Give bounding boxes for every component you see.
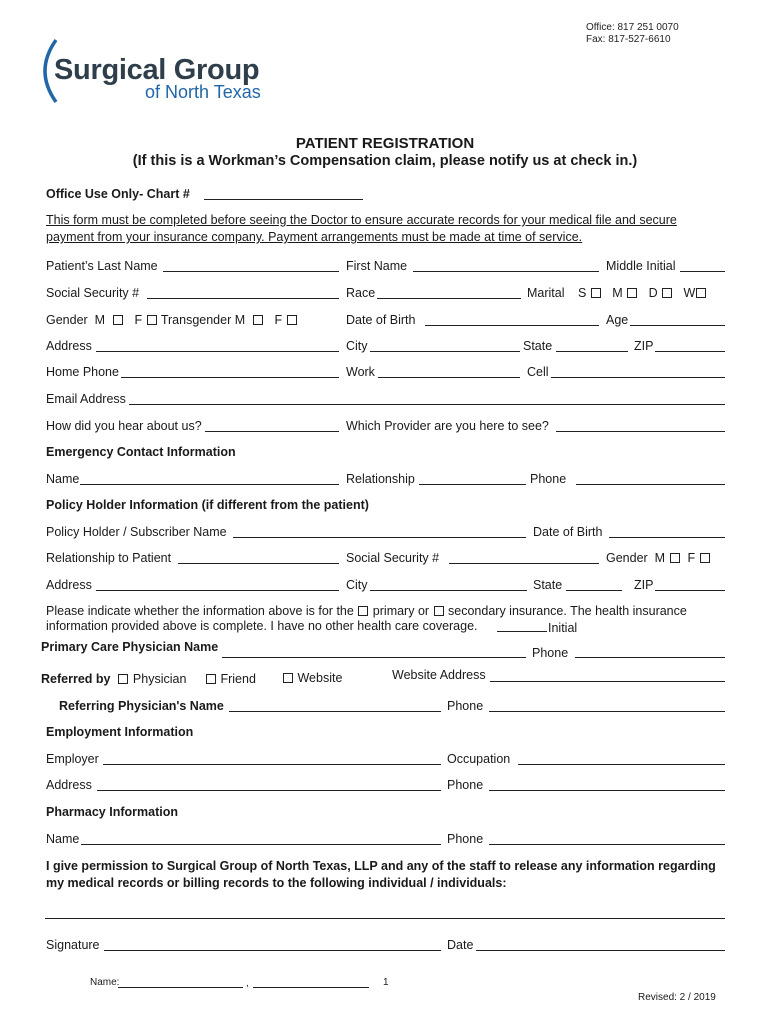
page-subtitle: (If this is a Workman’s Compensation claim, please notify us at check in.) <box>132 153 638 169</box>
provider-field[interactable] <box>556 431 725 432</box>
employer-phone-field[interactable] <box>489 790 725 791</box>
referring-physician-label: Referring Physician's Name <box>59 699 224 713</box>
marital-d-label: D <box>648 286 658 300</box>
pharmacy-name-field[interactable] <box>81 844 441 845</box>
emergency-phone-label: Phone <box>530 472 567 486</box>
insurance-indicate-line-1 <box>46 604 687 620</box>
last-name-field[interactable] <box>163 271 339 272</box>
first-name-field[interactable] <box>413 271 599 272</box>
middle-initial-label: Middle Initial <box>606 259 676 273</box>
policy-city-field[interactable] <box>370 590 527 591</box>
pharmacy-phone-label: Phone <box>447 832 484 846</box>
initial-field[interactable] <box>497 631 547 632</box>
policy-relationship-field[interactable] <box>178 563 339 564</box>
insurance-indicate-text-c: secondary insurance. The health insurance <box>448 604 687 618</box>
last-name-label: Patient’s Last Name <box>46 259 158 273</box>
referring-physician-field[interactable] <box>229 711 441 712</box>
referred-by-label: Referred by <box>41 672 111 686</box>
marital-options <box>578 286 707 300</box>
marital-m-checkbox[interactable] <box>627 288 637 298</box>
city-label: City <box>346 339 368 353</box>
office-fax: Fax: 817-527-6610 <box>586 34 671 45</box>
address-label: Address <box>46 339 92 353</box>
age-field[interactable] <box>630 325 725 326</box>
office-phone: Office: 817 251 0070 <box>586 22 679 33</box>
company-logo <box>38 38 308 104</box>
policy-gender-f-checkbox[interactable] <box>700 553 710 563</box>
friend-label: Friend <box>220 672 256 686</box>
hear-about-field[interactable] <box>205 431 339 432</box>
city-field[interactable] <box>370 351 520 352</box>
marital-w-label: W <box>683 286 696 300</box>
gender-f-label: F <box>134 313 143 327</box>
marital-label: Marital <box>527 286 565 300</box>
cell-label: Cell <box>527 365 549 379</box>
marital-w-checkbox[interactable] <box>696 288 706 298</box>
policy-holder-name-label: Policy Holder / Subscriber Name <box>46 525 227 539</box>
initial-label: Initial <box>548 621 578 635</box>
friend-checkbox[interactable] <box>206 674 216 684</box>
employer-label: Employer <box>46 752 99 766</box>
address-field[interactable] <box>96 351 339 352</box>
emergency-name-field[interactable] <box>80 484 339 485</box>
ssn-field[interactable] <box>147 298 339 299</box>
policy-address-label: Address <box>46 578 92 592</box>
office-use-label: Office Use Only- Chart # <box>46 187 190 201</box>
employer-address-label: Address <box>46 778 92 792</box>
logo-main-text: Surgical Group <box>54 54 260 86</box>
dob-field[interactable] <box>425 325 599 326</box>
marital-s-checkbox[interactable] <box>591 288 601 298</box>
revised-date: Revised: 2 / 2019 <box>638 992 716 1003</box>
emergency-heading: Emergency Contact Information <box>46 445 236 459</box>
dob-label: Date of Birth <box>346 313 416 327</box>
emergency-relationship-field[interactable] <box>419 484 526 485</box>
signature-field[interactable] <box>104 950 441 951</box>
intro-line-2: payment from your insurance company. Payment arrangements must be made at time of service. <box>46 230 583 244</box>
referring-phone-label: Phone <box>447 699 484 713</box>
gender-f-checkbox[interactable] <box>147 315 157 325</box>
policy-heading: Policy Holder Information (if different from the patient) <box>46 498 369 512</box>
marital-s-label: S <box>578 286 587 300</box>
state-field[interactable] <box>556 351 628 352</box>
policy-ssn-label: Social Security # <box>346 551 440 565</box>
policy-city-label: City <box>346 578 368 592</box>
website-address-label: Website Address <box>392 668 486 682</box>
home-phone-label: Home Phone <box>46 365 119 379</box>
age-label: Age <box>606 313 629 327</box>
policy-dob-field[interactable] <box>609 537 725 538</box>
secondary-insurance-checkbox[interactable] <box>434 606 444 616</box>
date-label: Date <box>447 938 474 952</box>
gender-tf-label: F <box>274 313 283 327</box>
signature-label: Signature <box>46 938 100 952</box>
home-phone-field[interactable] <box>121 377 339 378</box>
footer-comma: , <box>246 978 249 989</box>
policy-dob-label: Date of Birth <box>533 525 603 539</box>
middle-initial-field[interactable] <box>680 271 725 272</box>
policy-relationship-label: Relationship to Patient <box>46 551 172 565</box>
state-label: State <box>523 339 553 353</box>
website-checkbox[interactable] <box>283 673 293 683</box>
work-phone-field[interactable] <box>378 377 520 378</box>
policy-zip-label: ZIP <box>634 578 654 592</box>
policy-state-label: State <box>533 578 563 592</box>
page-number: 1 <box>383 977 389 988</box>
marital-m-label: M <box>612 286 623 300</box>
gender-row <box>46 313 298 327</box>
page-title: PATIENT REGISTRATION <box>295 135 475 152</box>
employment-heading: Employment Information <box>46 725 194 739</box>
footer-first-name-field[interactable] <box>253 987 369 988</box>
insurance-indicate-text-b: primary or <box>372 604 430 618</box>
emergency-relationship-label: Relationship <box>346 472 415 486</box>
policy-gender-m-label: M <box>654 551 666 565</box>
website-label: Website <box>297 671 343 685</box>
insurance-indicate-line-2: information provided above is complete. I have no other health care coverage. <box>46 619 478 633</box>
race-field[interactable] <box>377 298 521 299</box>
policy-gender-m-checkbox[interactable] <box>670 553 680 563</box>
policy-state-field[interactable] <box>566 590 622 591</box>
gender-tf-checkbox[interactable] <box>287 315 297 325</box>
referred-by-row <box>41 672 186 686</box>
policy-zip-field[interactable] <box>655 590 725 591</box>
website-address-field[interactable] <box>490 681 725 682</box>
pharmacy-name-label: Name <box>46 832 80 846</box>
gender-label: Gender <box>46 313 88 327</box>
pharmacy-phone-field[interactable] <box>489 844 725 845</box>
employer-address-field[interactable] <box>97 790 441 791</box>
website-option <box>282 671 342 685</box>
occupation-field[interactable] <box>518 764 725 765</box>
zip-field[interactable] <box>655 351 725 352</box>
footer-last-name-field[interactable] <box>118 987 243 988</box>
employer-phone-label: Phone <box>447 778 484 792</box>
work-phone-label: Work <box>346 365 375 379</box>
referring-phone-field[interactable] <box>489 711 725 712</box>
email-label: Email Address <box>46 392 126 406</box>
employer-field[interactable] <box>103 764 441 765</box>
provider-label: Which Provider are you here to see? <box>346 419 549 433</box>
email-field[interactable] <box>129 404 725 405</box>
pharmacy-heading: Pharmacy Information <box>46 805 178 819</box>
marital-d-checkbox[interactable] <box>662 288 672 298</box>
policy-gender-label: Gender <box>606 551 648 565</box>
hear-about-label: How did you hear about us? <box>46 419 202 433</box>
policy-gender-row <box>606 551 711 565</box>
logo-sub-text: of North Texas <box>145 82 261 102</box>
occupation-label: Occupation <box>447 752 511 766</box>
pcp-heading: Primary Care Physician Name <box>41 640 219 654</box>
policy-gender-f-label: F <box>687 551 696 565</box>
emergency-name-label: Name <box>46 472 80 486</box>
authorized-individuals-field[interactable] <box>45 918 725 919</box>
ssn-label: Social Security # <box>46 286 140 300</box>
cell-field[interactable] <box>551 377 725 378</box>
permission-line-2: my medical records or billing records to the following individual / individuals: <box>46 876 507 890</box>
chart-number-field[interactable] <box>204 199 363 200</box>
pcp-name-field[interactable] <box>222 657 526 658</box>
race-label: Race <box>346 286 376 300</box>
policy-holder-name-field[interactable] <box>233 537 526 538</box>
intro-line-1: This form must be completed before seeing the Doctor to ensure accurate records for your medical file and secure <box>46 213 677 227</box>
primary-insurance-checkbox[interactable] <box>358 606 368 616</box>
pcp-phone-label: Phone <box>532 646 569 660</box>
insurance-indicate-text-a: Please indicate whether the information above is for the <box>46 604 354 618</box>
zip-label: ZIP <box>634 339 654 353</box>
gender-m-checkbox[interactable] <box>113 315 123 325</box>
first-name-label: First Name <box>346 259 408 273</box>
gender-tm-checkbox[interactable] <box>253 315 263 325</box>
date-field[interactable] <box>476 950 725 951</box>
physician-label: Physician <box>132 672 187 686</box>
gender-tm-label: Transgender M <box>160 313 246 327</box>
pcp-phone-field[interactable] <box>575 657 725 658</box>
permission-line-1: I give permission to Surgical Group of North Texas, LLP and any of the staff to release any information regarding <box>46 859 716 873</box>
policy-address-field[interactable] <box>96 590 339 591</box>
friend-option <box>205 672 256 686</box>
emergency-phone-field[interactable] <box>576 484 725 485</box>
office-contact <box>586 22 679 46</box>
footer-name-label: Name: <box>90 977 120 988</box>
policy-ssn-field[interactable] <box>449 563 599 564</box>
gender-m-label: M <box>94 313 106 327</box>
physician-checkbox[interactable] <box>118 674 128 684</box>
